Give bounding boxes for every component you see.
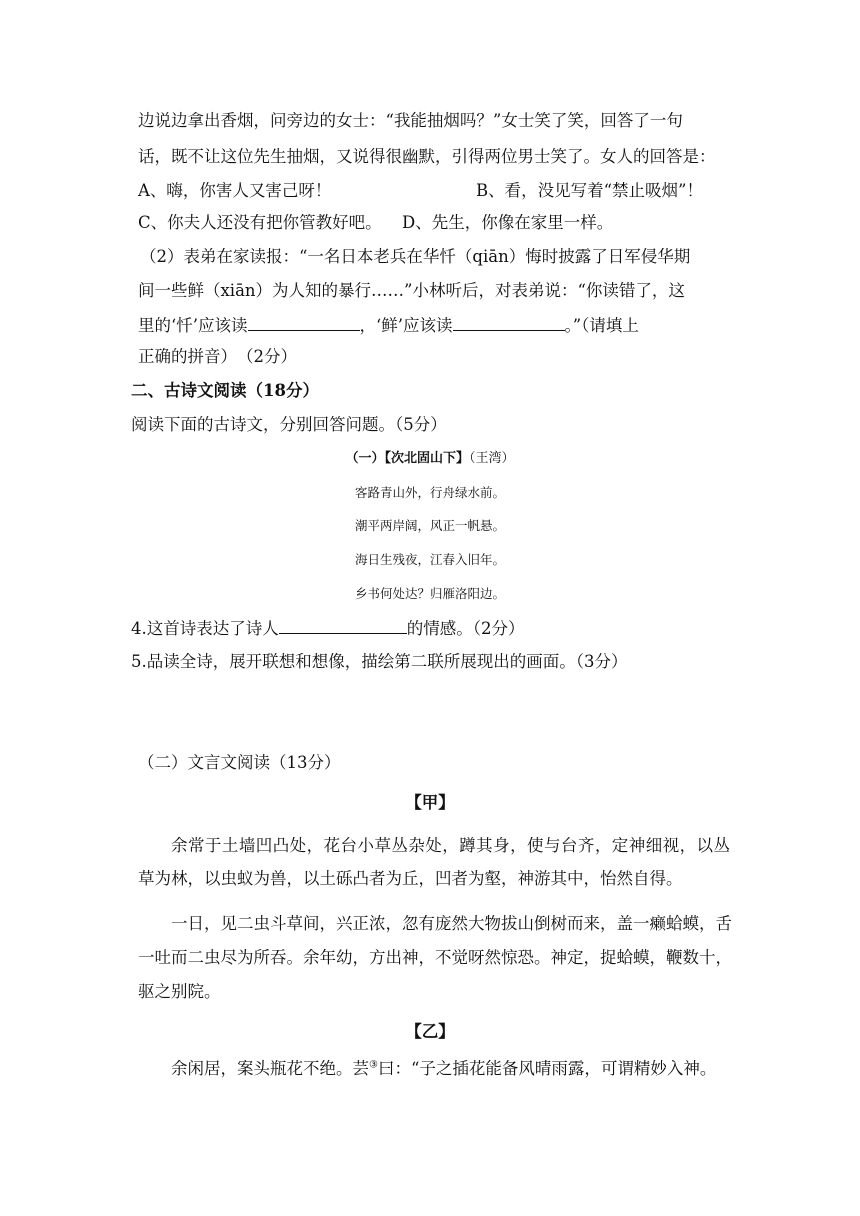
section-2-instruction: 阅读下面的古诗文，分别回答问题。（5分）	[131, 415, 447, 434]
passage-jia-paragraph-1: 余常于土墙凹凸处，花台小草丛杂处，蹲其身，使与台齐，定神细视，以丛草为林，以虫蚁为兽，以土砾凸者为丘，凹者为壑，神游其中，怡然自得。	[138, 836, 730, 888]
poem-line-3: 海日生残夜，江春入旧年。	[354, 552, 505, 567]
question-2-line-2: 间一些鲜（xiān）为人知的暴行……”小林听后，对表弟说：“你读错了，这	[138, 281, 685, 300]
question-5: 5.品读全诗，展开联想和想像，描绘第二联所展现出的画面。（3分）	[131, 652, 628, 671]
section-2-heading: 二、古诗文阅读（18分）	[131, 381, 319, 400]
answer-blank-3[interactable]	[279, 617, 407, 634]
poem-author: （王湾）	[469, 451, 515, 466]
poem-line-4: 乡书何处达？归雁洛阳边。	[354, 586, 505, 601]
passage-yi-label: 【乙】	[405, 1022, 455, 1041]
question-2-line-3	[138, 314, 639, 337]
question-2-text-c: 。”（请填上	[564, 316, 639, 335]
passage-yi-text-a: 余闲居，案头瓶花不绝。芸	[171, 1059, 369, 1078]
question-context-line-1: 边说边拿出香烟，问旁边的女士：“我能抽烟吗？”女士笑了笑，回答了一句	[138, 111, 683, 130]
question-2-text-a: 里的‘忏’应该读	[138, 316, 248, 335]
question-2-line-4: 正确的拼音） （2分）	[138, 347, 297, 366]
part-2-heading: （二）文言文阅读（13分）	[138, 753, 341, 772]
poem-title-number: （一）	[345, 451, 385, 466]
passage-jia-label: 【甲】	[405, 793, 455, 812]
poem-title	[0, 450, 860, 468]
answer-blank-1[interactable]	[248, 314, 360, 331]
question-2-line-1: （2）表弟在家读报：“一名日本老兵在华忏（qiān）悔时披露了日军侵华期	[140, 247, 691, 266]
option-a: A、嗨，你害人又害己呀！	[138, 181, 332, 200]
option-c: C、你夫人还没有把你管教好吧。	[138, 213, 382, 232]
footnote-marker: ③	[369, 1059, 378, 1071]
poem-line-2: 潮平两岸阔，风正一帆悬。	[354, 518, 505, 533]
answer-blank-2[interactable]	[453, 314, 565, 331]
question-2-text-b: ，‘鲜’应该读	[359, 316, 453, 335]
passage-jia-paragraph-2: 一日，见二虫斗草间，兴正浓，忽有庞然大物拔山倒树而来，盖一癞蛤蟆，舌一吐而二虫尽为所吞。余年幼，方出神，不觉呀然惊恐。神定，捉蛤蟆，鞭数十，驱之别院。	[138, 914, 732, 1001]
question-4	[131, 617, 525, 640]
question-context-line-2: 话，既不让这位先生抽烟，又说得很幽默，引得两位男士笑了。女人的回答是：	[138, 147, 716, 166]
passage-yi-paragraph-1	[171, 1058, 716, 1080]
passage-yi-text-b: 曰：“子之插花能备风晴雨露，可谓精妙入神。	[377, 1059, 717, 1078]
question-4-text-a: 4.这首诗表达了诗人	[131, 619, 279, 638]
option-b: B、看，没见写着“禁止吸烟”！	[476, 181, 703, 200]
poem-line-1: 客路青山外，行舟绿水前。	[354, 485, 505, 500]
option-d: D、先生，你像在家里一样。	[402, 213, 614, 232]
poem-title-text: 【次北固山下】	[384, 451, 469, 466]
question-4-text-b: 的情感。（2分）	[406, 619, 525, 638]
